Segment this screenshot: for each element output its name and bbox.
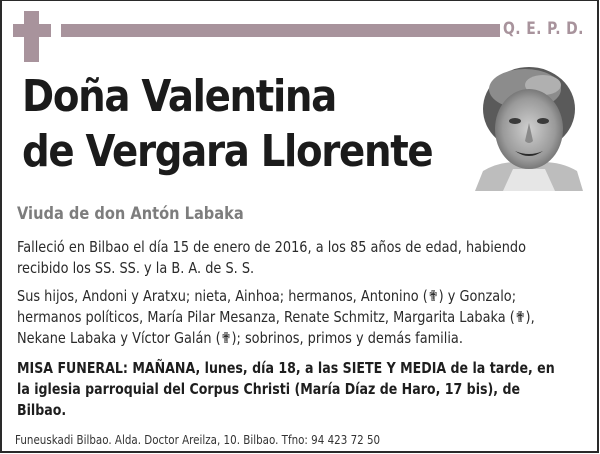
portrait-photo xyxy=(473,59,585,191)
widow-of-subtitle: Viuda de don Antón Labaka xyxy=(17,204,244,224)
death-notice-paragraph xyxy=(17,237,526,279)
funeral-line: la iglesia parroquial del Corpus Christi (María Díaz de Haro, 17 bis), de xyxy=(17,380,521,398)
cross-icon-arm xyxy=(13,24,51,37)
funeral-mass-paragraph xyxy=(17,358,555,421)
qepd-label: Q. E. P. D. xyxy=(503,19,584,39)
header-rule xyxy=(61,24,500,37)
family-line: Nekane Labaka y Víctor Galán (✟); sobrinos, primos y demás familia. xyxy=(17,329,463,347)
funeral-line: Bilbao. xyxy=(17,401,67,419)
deceased-name xyxy=(22,69,432,179)
death-notice-line: Falleció en Bilbao el día 15 de enero de 2016, a los 85 años de edad, habiendo xyxy=(17,238,526,256)
name-line-2: de Vergara Llorente xyxy=(22,126,433,177)
family-paragraph xyxy=(17,286,535,349)
death-notice-line: recibido los SS. SS. y la B. A. de S. S. xyxy=(17,259,255,277)
family-line: Sus hijos, Andoni y Aratxu; nieta, Ainhoa; hermanos, Antonino (✟) y Gonzalo; xyxy=(17,287,517,305)
family-line: hermanos políticos, María Pilar Mesanza, Renate Schmitz, Margarita Labaka (✟), xyxy=(17,308,535,326)
name-line-1: Doña Valentina xyxy=(22,71,336,122)
funeral-line: MISA FUNERAL: MAÑANA, lunes, día 18, a las SIETE Y MEDIA de la tarde, en xyxy=(17,359,555,377)
funeral-home-footer: Funeuskadi Bilbao. Alda. Doctor Areilza, 10. Bilbao. Tfno: 94 423 72 50 xyxy=(15,433,381,447)
